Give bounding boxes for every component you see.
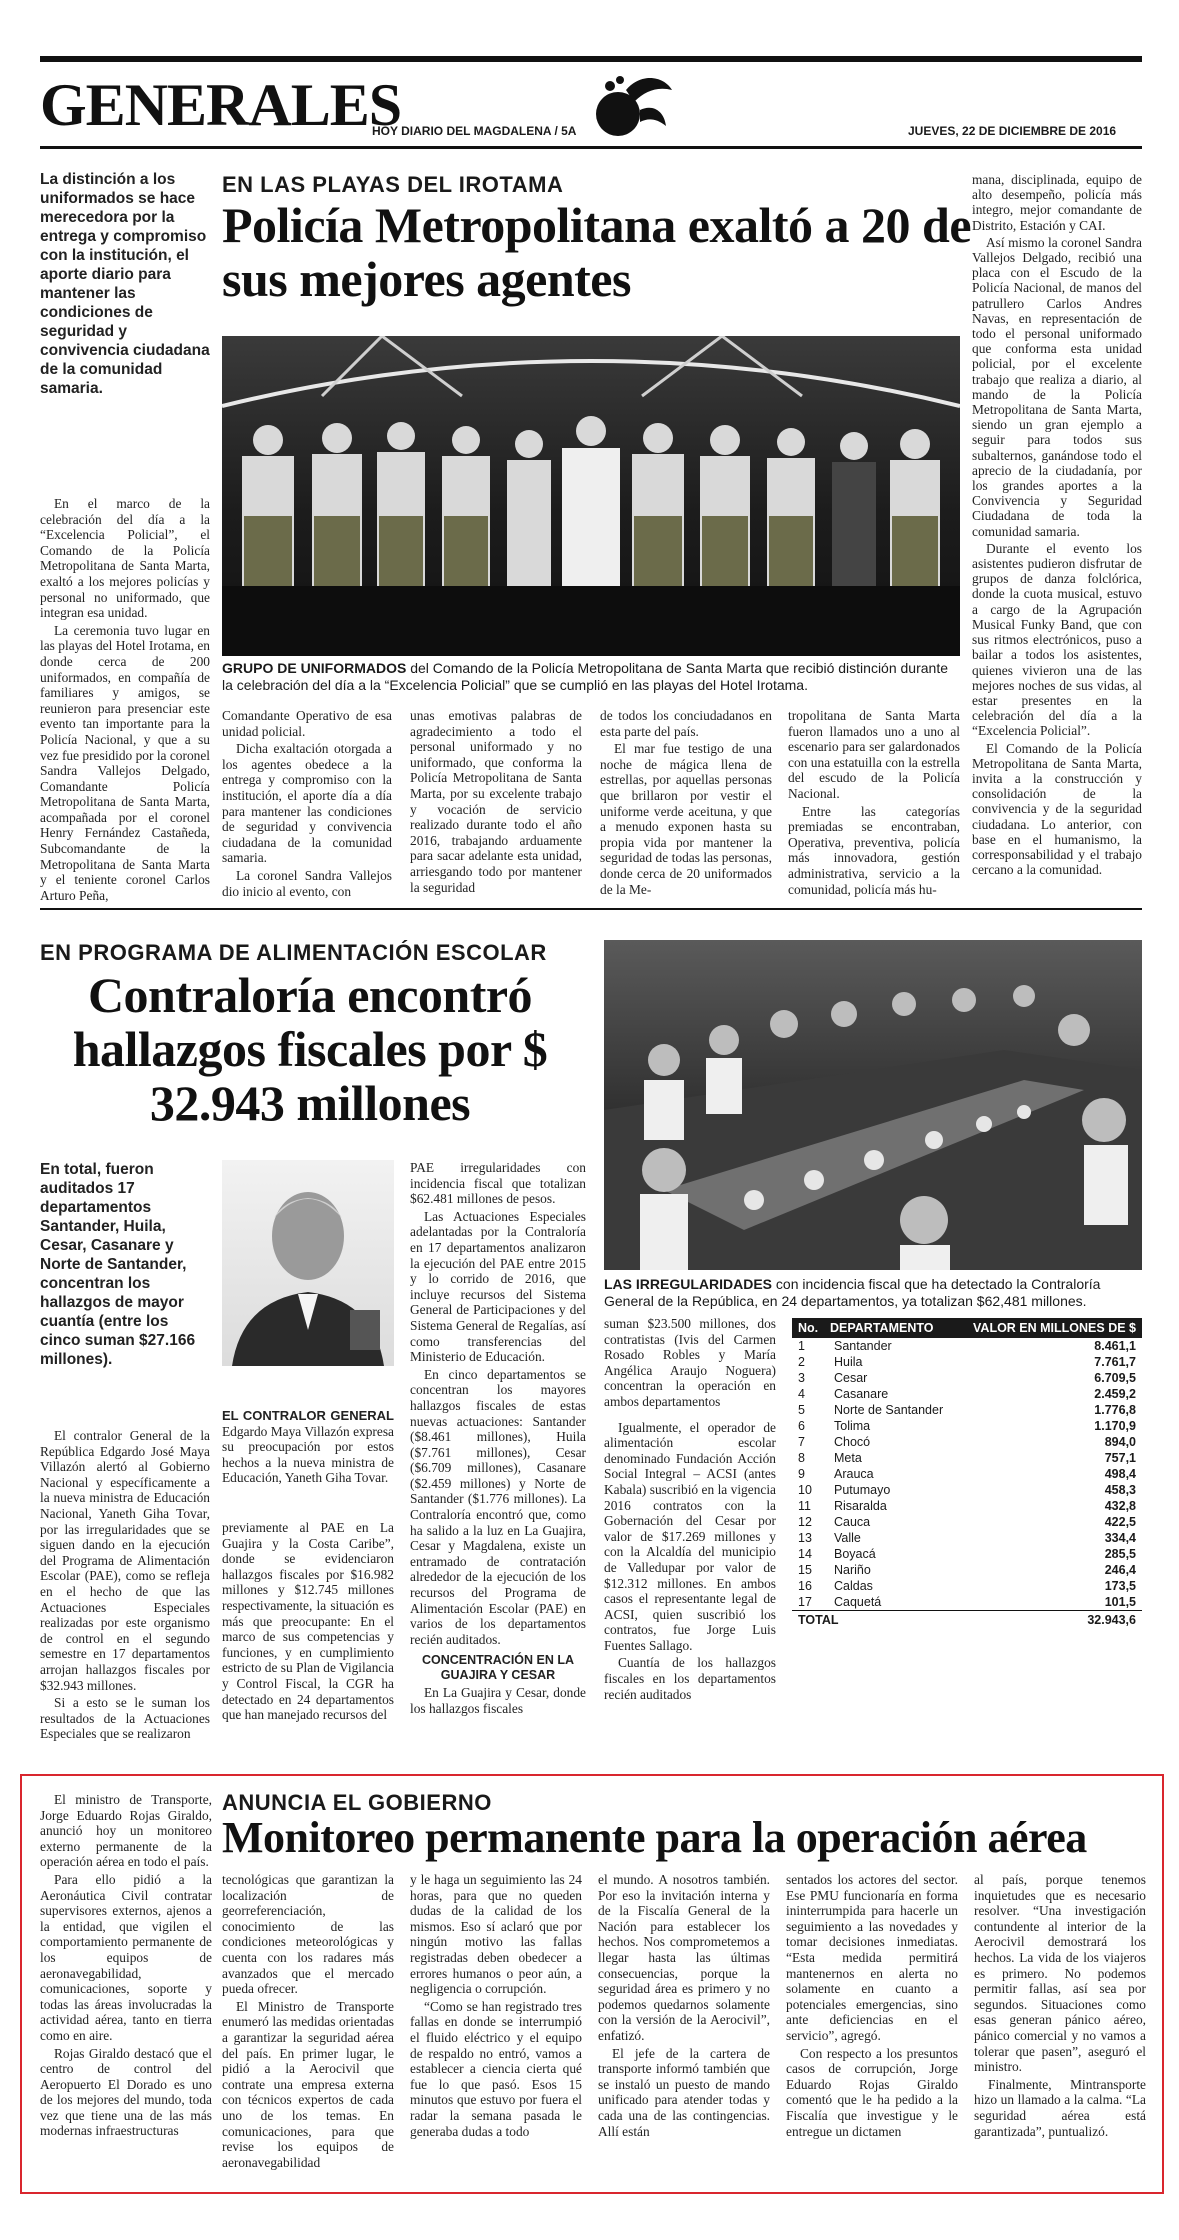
- story3-col-d: [598, 1872, 770, 2141]
- table-row: [792, 1386, 1142, 1402]
- row-value: 246,4: [1104, 1563, 1136, 1577]
- police-group-photo: [222, 336, 960, 656]
- table-row: [792, 1418, 1142, 1434]
- story2-photo-caption: [604, 1276, 1142, 1310]
- paragraph: al país, porque tenemos inquietudes que es necesario resolver. “Una investigación contundente al interior de la Aerocivil demostrará los hechos. La vida de los viajeros es primero. No podemos permitir fallas, así sea por segundos. Situaciones como esas generan pánico aéreo, pánico comercial y no vamos a tolerar que pasen”, aseguró el ministro.: [974, 1872, 1146, 2075]
- table-row: [792, 1466, 1142, 1482]
- paragraph: PAE irregularidades con incidencia fiscal que totalizan $62.481 millones de pesos.: [410, 1160, 586, 1207]
- paragraph: Rojas Giraldo destacó que el centro de control del Aeropuerto El Dorado es uno de los mejores del mundo, toda vez que tiene una de las más modernas infraestructuras: [40, 2045, 212, 2139]
- table-row: [792, 1498, 1142, 1514]
- story1-lede: La distinción a los uniformados se hace merecedora por la entrega y compromiso con la institución, el aporte diario para mantener las condiciones de seguridad y convivencia ciudadana de la comunidad samaria.: [40, 171, 210, 397]
- story2-col-left: [40, 1428, 210, 1744]
- row-department: Santander: [834, 1339, 892, 1353]
- paragraph: El Comando de la Policía Metropolitana de Santa Marta, invita a la construcción y consolidación de la convivencia y de la seguridad ciudadana. Lo anterior, con base en el humanismo, la corresponsabilidad y el trabajo cercano a la comunidad.: [972, 740, 1142, 878]
- caption-text: con incidencia fiscal que ha detectado la Contraloría General de la República, en 24 departamentos, ya totalizan $62,481 millones.: [604, 1276, 1101, 1309]
- table-row: [792, 1370, 1142, 1386]
- paragraph: El ministro de Transporte, Jorge Eduardo Rojas Giraldo, anunció hoy un monitoreo externo permanente de la operación aérea en todo el país.: [40, 1792, 212, 1870]
- story1-headline: Policía Metropolitana exaltó a 20 de sus mejores agentes: [222, 197, 972, 307]
- paragraph: Para ello pidió a la Aeronáutica Civil contratar supervisores externos, ajenos a la entidad, que vigilen el comportamiento permanente de los equipos de aeronavegabilidad, comunicaciones, soporte y todas las áreas involucradas la actividad aérea, tanto en tierra como en aire.: [40, 1871, 212, 2043]
- paragraph: el mundo. A nosotros también. Por eso la invitación interna y de la Fiscalía General de la Nación para establecer los hechos. Nos comprometemos a llegar hasta las últimas consecuencias, porque la seguridad área es primero y no podemos quedarnos solamente con la versión de la Aerocivil”, enfatizó.: [598, 1872, 770, 2043]
- story2-col-c: [410, 1160, 586, 1719]
- paragraph: Así mismo la coronel Sandra Vallejos Delgado, recibió una placa con el Escudo de la Policía Nacional, de manos del patrullero Carlos Andres Navas, en representación de todo el personal uniformado que conforma esta unidad policial, por el excelente trabajo que realiza a diario, al mando de la Policía Metropolitana de Santa Marta, siendo un gran ejemplo a seguir para todos sus subalternos, ganándose todo el aprecio de la ciudadanía, por los grandes aportes a la Convivencia y Seguridad Ciudadana de toda la comunidad samaria.: [972, 234, 1142, 539]
- paragraph: de todos los conciudadanos en esta parte del país.: [600, 708, 772, 739]
- row-value: 757,1: [1104, 1451, 1136, 1465]
- story1-col-b: [222, 708, 392, 901]
- paragraph: El jefe de la cartera de transporte informó también que se instaló un puesto de mando unificado para atender todas y cada una de las contingencias. Allí están: [598, 2045, 770, 2139]
- section-title: GENERALES: [40, 72, 402, 138]
- table-total-row: [792, 1611, 1142, 1630]
- paragraph: tecnológicas que garantizan la localización de georreferenciación, conocimiento de las condiciones meteorológicas y cuenta con los radares más avanzados que el mercado pueda ofrecer.: [222, 1872, 394, 1997]
- paragraph: “Como se han registrado tres fallas en donde se interrumpió el fluido eléctrico y el equipo de respaldo no entró, vamos a establecer a ciencia cierta qué fue lo que pasó. Esos 15 minutos que estuvo por fuera el radar la semana pasada le generaba dudas a todo: [410, 1998, 582, 2139]
- row-number: 17: [798, 1595, 812, 1609]
- table-row: [792, 1354, 1142, 1370]
- row-number: 4: [798, 1387, 805, 1401]
- row-number: 15: [798, 1563, 812, 1577]
- paragraph: tropolitana de Santa Marta fueron llamados uno a uno al escenario para ser galardonados con una estatuilla con la estrella del escudo de la Policía Nacional.: [788, 708, 960, 801]
- row-value: 173,5: [1104, 1579, 1136, 1593]
- row-department: Chocó: [834, 1435, 871, 1449]
- row-number: 11: [798, 1499, 811, 1513]
- story1-col-c: [410, 708, 582, 897]
- caption-bold: EL CONTRALOR GENERAL: [222, 1408, 394, 1423]
- row-value: 894,0: [1104, 1435, 1136, 1449]
- paragraph: Entre las categorías premiadas se encontraban, Operativa, preventiva, policía más innovadora, gestión administrativa, servicio a la comunidad, policía más hu-: [788, 803, 960, 897]
- row-department: Meta: [834, 1451, 862, 1465]
- row-value: 1.776,8: [1094, 1403, 1136, 1417]
- row-department: Caquetá: [834, 1595, 882, 1609]
- paragraph: Con respecto a los presuntos casos de corrupción, Jorge Eduardo Rojas Giraldo comentó que le ha pedido a la Fiscalía que investigue y le entregue un dictamen: [786, 2045, 958, 2139]
- caption-text: Edgardo Maya Villazón expresa su preocupación por estos hechos a la nueva ministra de Educación, Yaneth Giha Tovar.: [222, 1423, 394, 1486]
- row-department: Nariño: [834, 1563, 871, 1577]
- col-header-dept: DEPARTAMENTO: [830, 1321, 934, 1335]
- row-number: 7: [798, 1435, 805, 1449]
- story1-col-e: [788, 708, 960, 899]
- paragraph: La ceremonia tuvo lugar en las playas del Hotel Irotama, en donde cerca de 200 uniformados, en compañía de familiares y amigos, se reunieron para presenciar este evento tan importante para la Policía Nacional, y que a su vez fue presidido por la coronel Sandra Vallejos Delgado, Comandante Policía Metropolitana de Santa Marta, acompañada por el coronel Henry Fernández Castañeda, Subcomandante de la Metropolitana de Santa Marta y el teniente coronel Carlos Arturo Peña,: [40, 622, 210, 903]
- row-value: 334,4: [1104, 1531, 1136, 1545]
- story3-col-left: [40, 1792, 212, 2141]
- row-number: 3: [798, 1371, 805, 1385]
- table-row: [792, 1482, 1142, 1498]
- row-department: Tolima: [834, 1419, 871, 1433]
- story2-col-b: [222, 1520, 394, 1725]
- paragraph: En cinco departamentos se concentran los mayores hallazgos fiscales de estas nuevas actuaciones: Santander ($8.461 millones), Huila ($7.761 millones), Cesar ($6.709 millones), Casanare ($2.459 millones) y Norte de Santander ($1.776 millones). La Contraloría encontró que, como ha salido a la luz en La Guajira, Cesar y Magdalena, existe un entramado de contratación alrededor de la ejecución de los recursos del Programa de Alimentación Escolar (PAE) en varios de los departamentos recién auditados.: [410, 1366, 586, 1647]
- row-number: 16: [798, 1579, 812, 1593]
- row-department: Cauca: [834, 1515, 871, 1529]
- story3-kicker: ANUNCIA EL GOBIERNO: [222, 1790, 492, 1815]
- table-row: [792, 1546, 1142, 1562]
- story3-col-f: [974, 1872, 1146, 2141]
- story2-headline: Contraloría encontró hallazgos fiscales por $ 32.943 millones: [72, 967, 548, 1131]
- row-department: Caldas: [834, 1579, 873, 1593]
- row-value: 101,5: [1104, 1595, 1136, 1609]
- row-number: 13: [798, 1531, 812, 1545]
- row-number: 12: [798, 1515, 812, 1529]
- paragraph: El contralor General de la República Edgardo José Maya Villazón alertó al Gobierno Nacional y específicamente a la nueva ministra de Educación Nacional, Yaneth Giha Tovar, por las irregularidades que se siguen dando en la ejecución del Programa de Alimentación Escolar (PAE), como se refleja en el hecho de que las Actuaciones Especiales realizadas por este organismo de control en el segundo semestre en 17 departamentos arrojan hallazgos fiscales por $32.943 millones.: [40, 1428, 210, 1693]
- paper-name: HOY DIARIO DEL MAGDALENA / 5A: [372, 124, 577, 138]
- row-number: 1: [798, 1339, 805, 1353]
- row-value: 285,5: [1104, 1547, 1136, 1561]
- table-row: [792, 1434, 1142, 1450]
- paragraph: y le haga un seguimiento las 24 horas, para que no queden dudas de la calidad de los mismos. Eso sí aclaró que por ningún motivo las fallas registradas deben obedecer a errores humanos o peor aún, a negligencia o corrupción.: [410, 1872, 582, 1997]
- issue-date: JUEVES, 22 DE DICIEMBRE DE 2016: [908, 124, 1117, 138]
- row-number: 6: [798, 1419, 805, 1433]
- caption-text: del Comando de la Policía Metropolitana de Santa Marta que recibió distinción durante la celebración del día a la “Excelencia Policial” que se cumplió en las playas del Hotel Irotama.: [222, 660, 949, 693]
- row-number: 10: [798, 1483, 812, 1497]
- row-number: 2: [798, 1355, 805, 1369]
- masthead-rule: [40, 146, 1142, 149]
- dining-hall-illustration: [604, 940, 1142, 1270]
- paragraph: sentados los actores del sector. Ese PMU funcionaría en forma ininterrumpida para hacerle un seguimiento a las novedades y tomar decisiones inmediatas. “Esta medida permitirá mantenernos en alerta no solamente en cuanto a potenciales emergencias, sino ante deficiencias en el servicio”, agregó.: [786, 1872, 958, 2043]
- row-number: 9: [798, 1467, 805, 1481]
- row-value: 8.461,1: [1094, 1339, 1136, 1353]
- contralor-portrait: [222, 1160, 394, 1366]
- story3-headline: Monitoreo permanente para la operación aérea: [222, 1813, 1087, 1862]
- total-label: TOTAL: [798, 1613, 839, 1627]
- paragraph: Durante el evento los asistentes pudieron disfrutar de grupos de danza folclórica, donde la cuota musical, estuvo a cargo de la Agrupación Musical Funky Band, que con sus ritmos electrónicos, puso a bailar a todos los asistentes, quienes vivieron una de las mejores noches de sus vidas, al estar presentes en la celebración del día a la “Excelencia Policial”.: [972, 540, 1142, 739]
- row-department: Casanare: [834, 1387, 889, 1401]
- paragraph: La coronel Sandra Vallejos dio inicio al evento, con: [222, 867, 392, 899]
- paragraph: previamente al PAE en La Guajira y la Costa Caribe”, donde se evidenciaron hallazgos fiscales por $16.982 millones y $12.745 millones respectivamente, la situación es más que preocupante: En el marco de sus competencias y funciones, y en cumplimiento estricto de su Plan de Vigilancia y Control Fiscal, la CGR ha detectado en 24 departamentos que han manejado recursos del: [222, 1520, 394, 1723]
- table-body: [792, 1338, 1142, 1611]
- col-header-value: VALOR EN MILLONES DE $: [973, 1321, 1136, 1335]
- row-value: 7.761,7: [1094, 1355, 1136, 1369]
- paragraph: mana, disciplinada, equipo de alto desempeño, policía más integro, mejor comandante de Distrito, Estación y CAI.: [972, 172, 1142, 233]
- paragraph: Igualmente, el operador de alimentación escolar denominado Fundación Acción Social Integral – ACSI (antes Kabala) suscribió en la vigencia 2016 contratos con la Gobernación del Cesar por valor de $17.269 millones y con la Alcaldía del municipio de Valledupar por valor de $12.312 millones. En ambos casos el representante legal de ACSI, quien suscribió los contratos, fue Jorge Luis Fuentes Sallago.: [604, 1419, 776, 1653]
- table-row: [792, 1578, 1142, 1594]
- table-row: [792, 1450, 1142, 1466]
- row-value: 432,8: [1104, 1499, 1136, 1513]
- caption-bold: GRUPO DE UNIFORMADOS: [222, 660, 407, 676]
- story2-portrait-caption: [222, 1408, 394, 1486]
- row-department: Cesar: [834, 1371, 868, 1385]
- row-value: 422,5: [1104, 1515, 1136, 1529]
- row-department: Risaralda: [834, 1499, 887, 1513]
- paragraph: Dicha exaltación otorgada a los agentes obedece a la entrega y compromiso con la institución, el aporte día a día para mantener las condiciones de seguridad y convivencia ciudadana de la comunidad samaria.: [222, 741, 392, 866]
- paragraph: En el marco de la celebración del día a la “Excelencia Policial”, el Comando de la Policía Metropolitana de Santa Marta, exaltó a los mejores policías y personal no uniformado, que integran esa unidad.: [40, 496, 210, 621]
- table-row: [792, 1562, 1142, 1578]
- row-department: Valle: [834, 1531, 861, 1545]
- table-row: [792, 1402, 1142, 1418]
- story2-kicker: EN PROGRAMA DE ALIMENTACIÓN ESCOLAR: [40, 940, 547, 965]
- paragraph: Comandante Operativo de esa unidad policial.: [222, 708, 392, 739]
- school-children-photo: [604, 940, 1142, 1270]
- row-number: 5: [798, 1403, 805, 1417]
- story2-col-d: [604, 1316, 776, 1704]
- row-value: 2.459,2: [1094, 1387, 1136, 1401]
- portrait-illustration: [222, 1160, 394, 1366]
- story3-col-c: [410, 1872, 582, 2141]
- row-department: Boyacá: [834, 1547, 876, 1561]
- table-row: [792, 1594, 1142, 1611]
- top-rule: [40, 56, 1142, 62]
- row-number: 8: [798, 1451, 805, 1465]
- paragraph: En La Guajira y Cesar, donde los hallazgos fiscales: [410, 1685, 586, 1716]
- subhead: CONCENTRACIÓN EN LA GUAJIRA Y CESAR: [421, 1653, 575, 1683]
- paragraph: Finalmente, Mintransporte hizo un llamado a la calma. “La seguridad aérea está garantizada”, puntualizó.: [974, 2076, 1146, 2139]
- story1-photo-caption: [222, 660, 962, 694]
- row-department: Norte de Santander: [834, 1403, 944, 1417]
- row-value: 6.709,5: [1094, 1371, 1136, 1385]
- table-header-row: [792, 1318, 1142, 1338]
- paragraph: El mar fue testigo de una noche de mágica llena de estrellas, por aquellas personas que brillaron por vestir el uniforme verde aceituna, y que a menudo exponen hasta su propia vida por mantener la seguridad de todas las personas, donde cerca de 20 uniformados de la Me-: [600, 741, 772, 897]
- story1-col-left: [40, 496, 210, 905]
- caption-bold: LAS IRREGULARIDADES: [604, 1276, 773, 1292]
- story1-col-d: [600, 708, 772, 899]
- section-divider: [40, 908, 1142, 910]
- story2-lede: En total, fueron auditados 17 departamentos Santander, Huila, Cesar, Casanare y Norte de Santander, concentran los hallazgos de mayor cuantía (entre los cinco suman $27.166 millones).: [40, 1161, 196, 1368]
- paragraph: suman $23.500 millones, dos contratistas (Ivis del Carmen Rosado Robles y María Angélica Araujo Noguera) concentran la operación en ambos departamentos: [604, 1316, 776, 1409]
- row-department: Huila: [834, 1355, 863, 1369]
- col-header-no: No.: [798, 1321, 819, 1335]
- row-number: 14: [798, 1547, 812, 1561]
- paragraph: Las Actuaciones Especiales adelantadas por la Contraloría en 17 departamentos analizaron la ejecución del PAE entre 2015 y lo corrido de 2016, que incluye recursos del Sistema General de Participaciones y del Sistema General de Regalías, así como transferencias del Ministerio de Educación.: [410, 1208, 586, 1365]
- story3-col-e: [786, 1872, 958, 2141]
- row-value: 1.170,9: [1094, 1419, 1136, 1433]
- story3-col-b: [222, 1872, 394, 2172]
- story1-kicker: EN LAS PLAYAS DEL IROTAMA: [222, 172, 564, 197]
- row-value: 498,4: [1104, 1467, 1136, 1481]
- paragraph: Si a esto se le suman los resultados de la Actuaciones Especiales que se realizaron: [40, 1695, 210, 1742]
- police-group-illustration: [222, 336, 960, 656]
- newspaper-logo-icon: [586, 70, 676, 146]
- table-row: [792, 1338, 1142, 1354]
- paragraph: El Ministro de Transporte enumeró las medidas orientadas a garantizar la seguridad aérea del país. En primer lugar, le pidió a la Aerocivil que contrate una empresa externa con técnicos expertos de cada uno de los temas. En comunicaciones, para que revise los equipos de aeronavegabilidad: [222, 1998, 394, 2170]
- row-department: Putumayo: [834, 1483, 891, 1497]
- row-department: Arauca: [834, 1467, 874, 1481]
- paragraph: Cuantía de los hallazgos fiscales en los departamentos recién auditados: [604, 1655, 776, 1702]
- total-value: 32.943,6: [1087, 1613, 1136, 1627]
- paragraph: unas emotivas palabras de agradecimiento a todo el personal uniformado y no uniformado, que conforma la Policía Metropolitana de Santa Marta, por su excelente trabajo y vocación de servicio realizado durante todo el año 2016, trabajando arduamente para sacar adelante esta unidad, arriesgando todo por mantener la seguridad: [410, 708, 582, 895]
- table-row: [792, 1514, 1142, 1530]
- story1-col-right: [972, 172, 1142, 879]
- table-row: [792, 1530, 1142, 1546]
- row-value: 458,3: [1104, 1483, 1136, 1497]
- findings-table: [792, 1318, 1142, 1629]
